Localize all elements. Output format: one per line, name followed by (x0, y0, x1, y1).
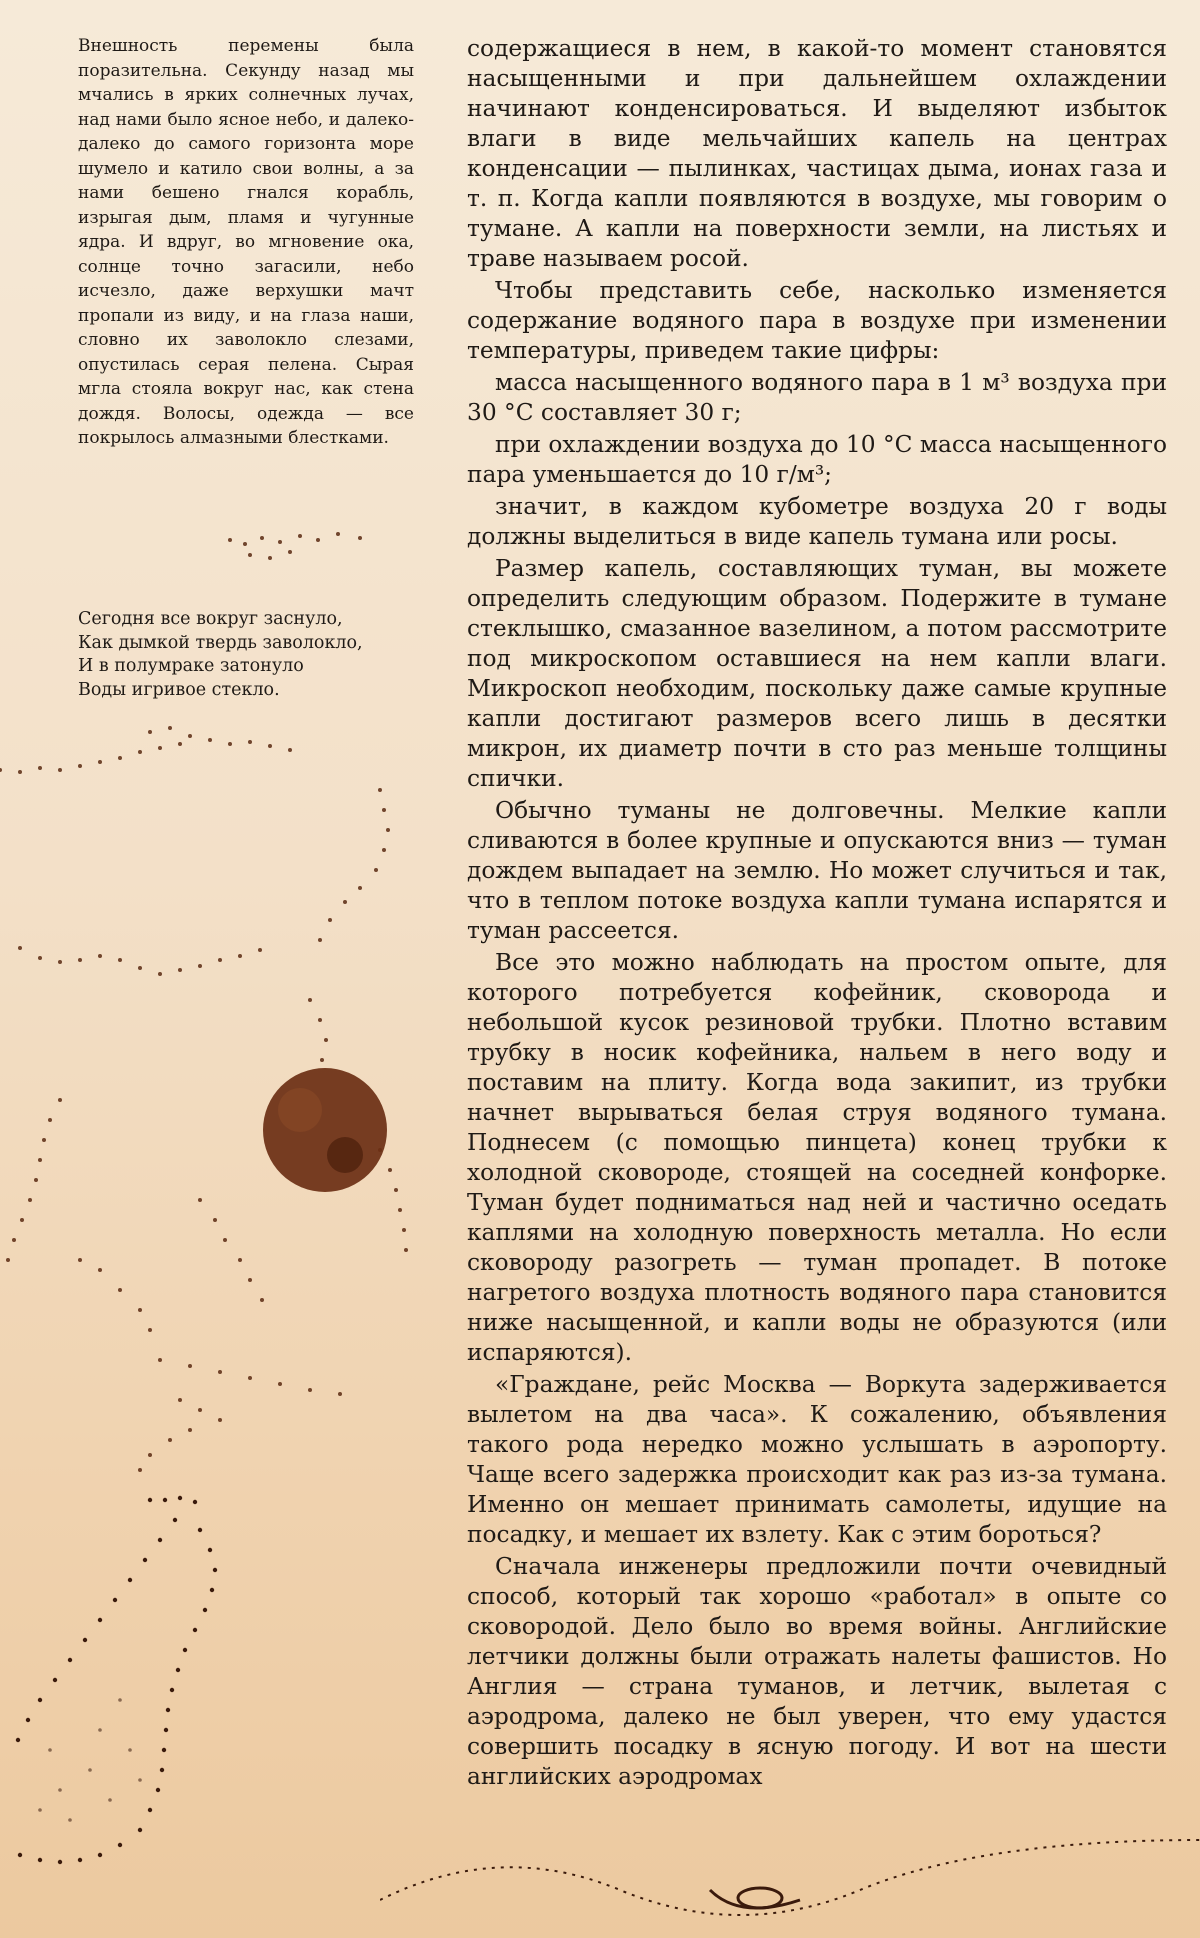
bottle-outline (16, 1496, 217, 1864)
paragraph: содержащиеся в нем, в какой-то момент становятся насыщенными и при дальнейшем охлаждении начинают конденсироваться. И выделяют избыток влаги в виде мельчайших капель на центрах конденсации — пылинках, частицах дыма, ионах газа и т. п. Когда капли появляются в воздухе, мы говорим о тумане. А капли на поверхности земли, на листьях и траве называем росой. (467, 35, 1167, 272)
paragraph: масса насыщенного водяного пара в 1 м³ воздуха при 30 °С составляет 30 г; (467, 369, 1167, 426)
main-article-column (467, 34, 1167, 1794)
bottom-swirl-decoration (380, 1780, 1200, 1938)
poem-line: Воды игривое стекло. (78, 679, 280, 700)
paragraph: Обычно туманы не долговечны. Мелкие капли сливаются в более крупные и опускаются вниз — туман дождем выпадает на землю. Но может случиться и так, что в теплом потоке воздуха капли тумана испарятся и туман рассеется. (467, 797, 1167, 944)
intro-excerpt (78, 34, 414, 451)
paragraph: Все это можно наблюдать на простом опыте, для которого потребуется кофейник, сковорода и небольшой кусок резиновой трубки. Плотно вставим трубку в носик кофейника, нальем в него воду и поставим на плиту. Когда вода закипит, из трубки начнет вырываться белая струя водяного тумана. Поднесем (с помощью пинцета) конец трубки к холодной сковороде, стоящей на соседней конфорке. Туман будет подниматься над ней и частично оседать каплями на холодную поверхность металла. Но если сковороду разогреть — туман пропадет. В потоке нагретого воздуха плотность водяного пара становится ниже насыщенной, и капли воды не образуются (или испаряются). (467, 949, 1167, 1366)
paragraph: «Граждане, рейс Москва — Воркута задерживается вылетом на два часа». К сожалению, объявления такого рода нередко можно услышать в аэропорту. Чаще всего задержка происходит как раз из-за тумана. Именно он мешает принимать самолеты, идущие на посадку, и мешает их взлету. Как с этим бороться? (467, 1371, 1167, 1548)
poem-excerpt (78, 608, 438, 702)
poem-line: Сегодня все вокруг заснуло, (78, 609, 343, 629)
paragraph: Сначала инженеры предложили почти очевидный способ, который так хорошо «работал» в опыте со сковородой. Дело было во время войны. Английские летчики должны были отражать налеты фашистов. Но Англия — страна туманов, и летчик, вылетая с аэродрома, далеко не был уверен, что ему удастся совершить посадку в ясную погоду. И вот на шести английских аэродромах (467, 1553, 1167, 1790)
poem-line: Как дымкой твердь заволокло, (78, 632, 363, 653)
paragraph: при охлаждении воздуха до 10 °С масса насыщенного пара уменьшается до 10 г/м³; (467, 431, 1167, 488)
paragraph: значит, в каждом кубометре воздуха 20 г воды должны выделиться в виде капель тумана или росы. (467, 493, 1167, 550)
paragraph: Размер капель, составляющих туман, вы можете определить следующим образом. Подержите в тумане стеклышко, смазанное вазелином, а потом рассмотрите под микроскопом оставшиеся на нем капли влаги. Микроскоп необходим, поскольку даже самые крупные капли достигают размеров всего лишь в десятки микрон, их диаметр почти в сто раз меньше толщины спички. (467, 555, 1167, 792)
dark-sphere (263, 1068, 387, 1192)
paragraph: Чтобы представить себе, насколько изменяется содержание водяного пара в воздухе при изменении температуры, приведем такие цифры: (467, 277, 1167, 364)
fog-bottle-illustration (0, 500, 450, 1938)
intro-text: Внешность перемены была поразительна. Секунду назад мы мчались в ярких солнечных лучах, над нами было ясное небо, и далеко-далеко до самого горизонта море шумело и катило свои волны, а за нами бешено гнался корабль, изрыгая дым, пламя и чугунные ядра. И вдруг, во мгновение ока, солнце точно загасили, небо исчезло, даже верхушки мачт пропали из виду, и на глаза наши, словно их заволокло слезами, опустилась серая пелена. Сырая мгла стояла вокруг нас, как стена дождя. Волосы, одежда — все покрылось алмазными блестками. (78, 36, 414, 448)
poem-line: И в полумраке затонуло (78, 656, 304, 676)
